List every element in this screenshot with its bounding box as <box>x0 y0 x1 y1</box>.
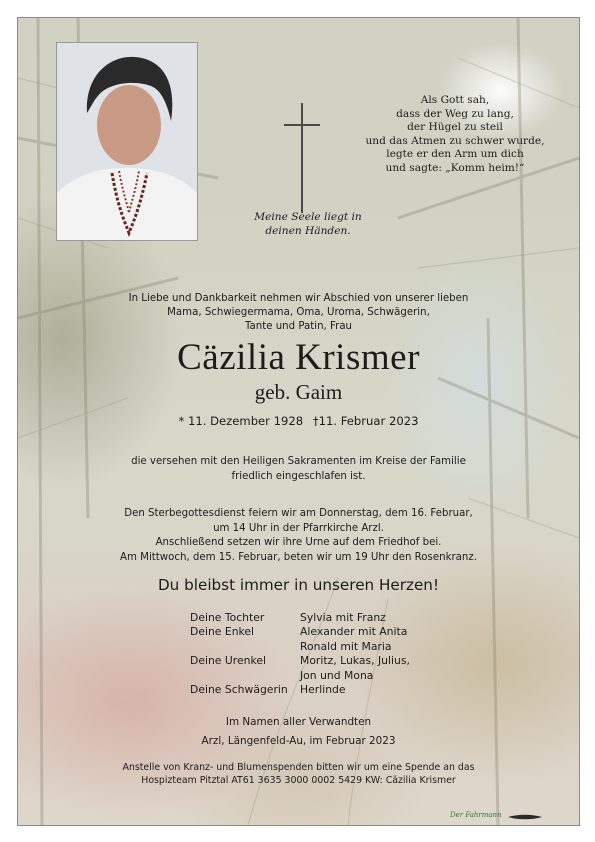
service-line: Anschließend setzen wir ihre Urne auf dem Friedhof bei. <box>155 537 442 549</box>
death-date: †11. Februar 2023 <box>312 414 419 428</box>
family-row <box>190 654 470 668</box>
poem-line: und sagte: „Komm heim!“ <box>385 161 525 174</box>
quill-icon <box>508 814 542 820</box>
poem-line: und das Atmen zu schwer wurde, <box>365 134 545 147</box>
family-row <box>190 611 470 625</box>
family-list <box>190 611 470 697</box>
family-relation: Deine Urenkel <box>190 654 266 668</box>
family-relation: Deine Tochter <box>190 611 265 624</box>
cross-icon-bar <box>284 124 320 126</box>
service-text <box>18 507 579 565</box>
donation-text <box>18 761 579 787</box>
farewell-heading: Du bleibst immer in unseren Herzen! <box>157 576 440 594</box>
family-names: Alexander mit Anita <box>300 625 408 639</box>
place-date: Arzl, Längenfeld-Au, im Februar 2023 <box>201 735 396 747</box>
poem-line: legte er den Arm um dich <box>386 148 524 161</box>
family-relation: Deine Schwägerin <box>190 683 288 697</box>
family-names: Ronald mit Maria <box>300 639 392 653</box>
relatives-line: Im Namen aller Verwandten <box>225 716 372 728</box>
sacraments-line: friedlich eingeschlafen ist. <box>231 470 366 482</box>
family-relation <box>190 640 300 654</box>
intro-line: Tante und Patin, Frau <box>244 321 353 332</box>
deceased-name: Cäzilia Krismer <box>177 337 420 378</box>
donation-line: Hospizteam Pitztal AT61 3635 3000 0002 5429 KW: Cäzilia Krismer <box>141 775 456 786</box>
family-row <box>190 669 470 683</box>
sacraments-line: die versehen mit den Heiligen Sakramenten im Kreise der Familie <box>131 456 466 467</box>
poem-line: der Hügel zu steil <box>407 121 503 134</box>
sacraments-text <box>18 455 579 484</box>
poem <box>352 94 558 176</box>
portrait-photo <box>56 42 198 241</box>
family-row <box>190 683 470 697</box>
donation-line: Anstelle von Kranz- und Blumenspenden bitten wir um eine Spende an das <box>122 762 475 773</box>
intro-line: In Liebe und Dankbarkeit nehmen wir Abschied von unserer lieben <box>128 293 469 304</box>
service-line: Am Mittwoch, dem 15. Februar, beten wir um 19 Uhr den Rosenkranz. <box>120 551 477 563</box>
family-names: Moritz, Lukas, Julius, <box>300 654 410 668</box>
family-relation: Deine Enkel <box>190 625 255 639</box>
funeral-home-logo: Der Fahrmann <box>450 811 502 819</box>
birth-date: * 11. Dezember 1928 <box>178 414 304 428</box>
life-dates <box>18 414 579 428</box>
family-names: Herlinde <box>300 683 346 697</box>
family-names: Jon und Mona <box>300 668 374 682</box>
poem-line: dass der Weg zu lang, <box>396 107 514 120</box>
verse-line: deinen Händen. <box>265 224 351 237</box>
cross-icon <box>301 103 303 213</box>
intro-text <box>18 292 579 334</box>
bible-verse <box>228 211 388 238</box>
poem-line: Als Gott sah, <box>420 94 490 106</box>
family-names: Sylvia mit Franz <box>300 611 386 624</box>
obituary-card <box>17 17 580 826</box>
family-row <box>190 625 470 639</box>
intro-line: Mama, Schwiegermama, Oma, Uroma, Schwägerin, <box>167 307 430 318</box>
family-relation <box>190 669 300 683</box>
family-row <box>190 640 470 654</box>
maiden-name: geb. Gaim <box>254 380 343 404</box>
service-line: Den Sterbegottesdienst feiern wir am Donnerstag, dem 16. Februar, <box>124 508 473 519</box>
verse-line: Meine Seele liegt in <box>254 211 362 223</box>
service-line: um 14 Uhr in der Pfarrkirche Arzl. <box>213 522 384 534</box>
